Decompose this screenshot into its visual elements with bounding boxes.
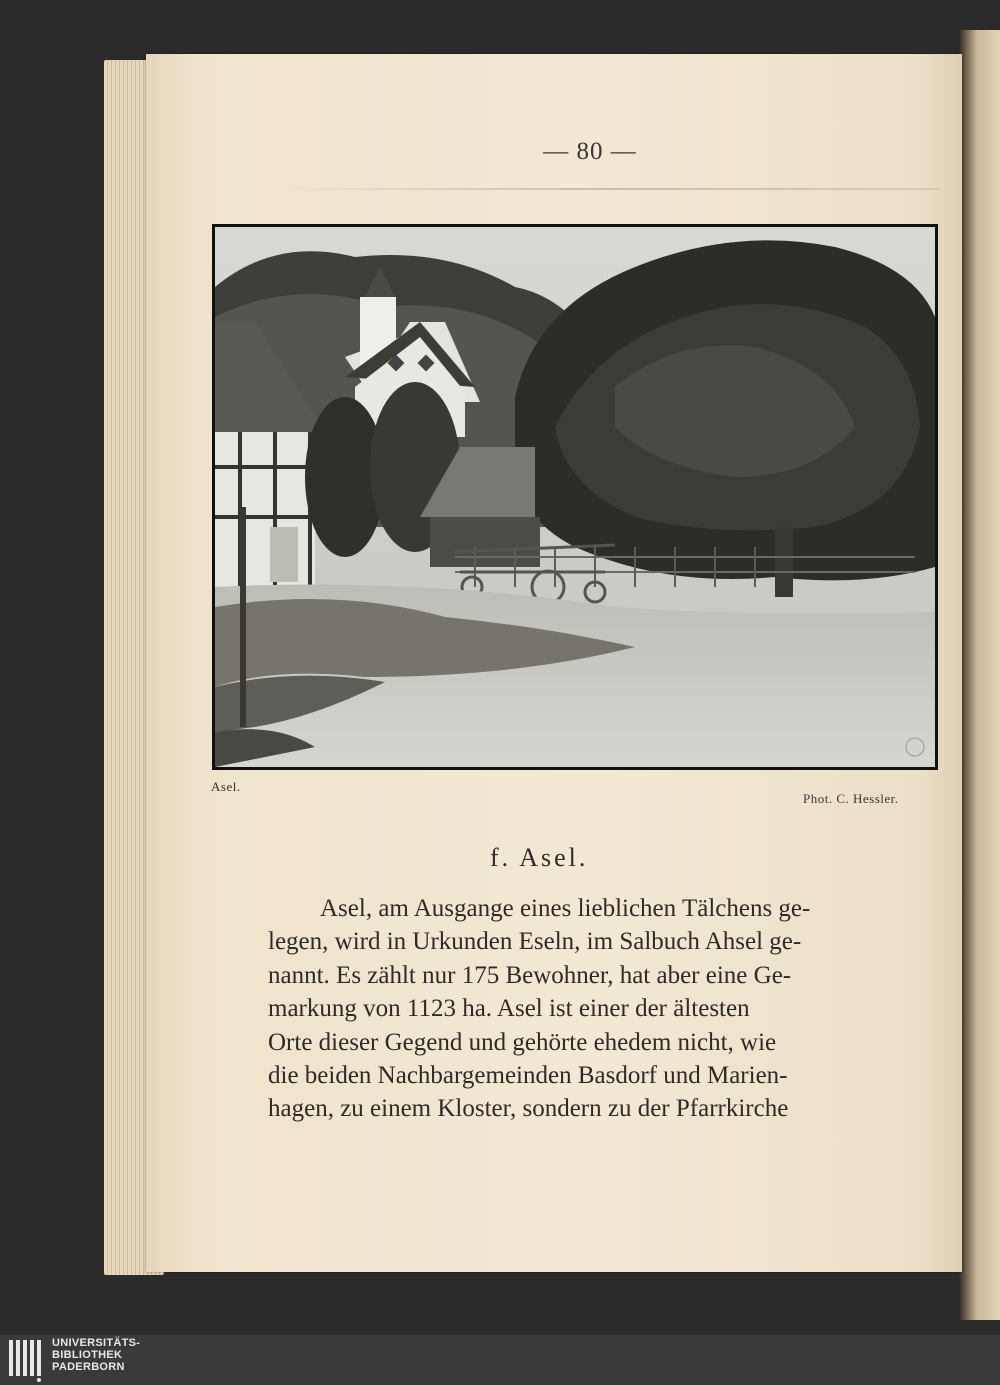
library-logo-icon (6, 1338, 44, 1382)
body-line: legen, wird in Urkunden Eseln, im Salbuch Ahsel ge- (268, 928, 802, 956)
logo-line: UNIVERSITÄTS- (52, 1337, 141, 1349)
logo-line: PADERBORN (52, 1361, 125, 1373)
logo-line: BIBLIOTHEK (52, 1349, 123, 1361)
body-line: Asel, am Ausgange eines lieblichen Tälchens ge- (320, 895, 811, 922)
body-line: hagen, zu einem Kloster, sondern zu der Pfarrkirche (268, 1095, 789, 1123)
village-photograph (212, 224, 938, 770)
header-rule (280, 188, 940, 190)
figure-caption-location: Asel. (211, 779, 241, 794)
body-line: die beiden Nachbargemeinden Basdorf und Marien- (268, 1062, 788, 1090)
photo-image (215, 227, 935, 767)
page-number: — 80 — (543, 138, 637, 165)
section-heading: f. Asel. (490, 843, 589, 872)
figure-caption-credit: Phot. C. Hessler. (803, 791, 899, 806)
body-line: nannt. Es zählt nur 175 Bewohner, hat aber eine Ge- (268, 961, 792, 989)
body-paragraph (268, 892, 868, 1126)
library-logo-text (52, 1337, 140, 1373)
body-line: Orte dieser Gegend und gehörte ehedem nicht, wie (268, 1028, 777, 1056)
book-gutter (958, 30, 1000, 1320)
body-line: markung von 1123 ha. Asel ist einer der ältesten (268, 995, 750, 1023)
library-footer-bar (0, 1335, 1000, 1385)
